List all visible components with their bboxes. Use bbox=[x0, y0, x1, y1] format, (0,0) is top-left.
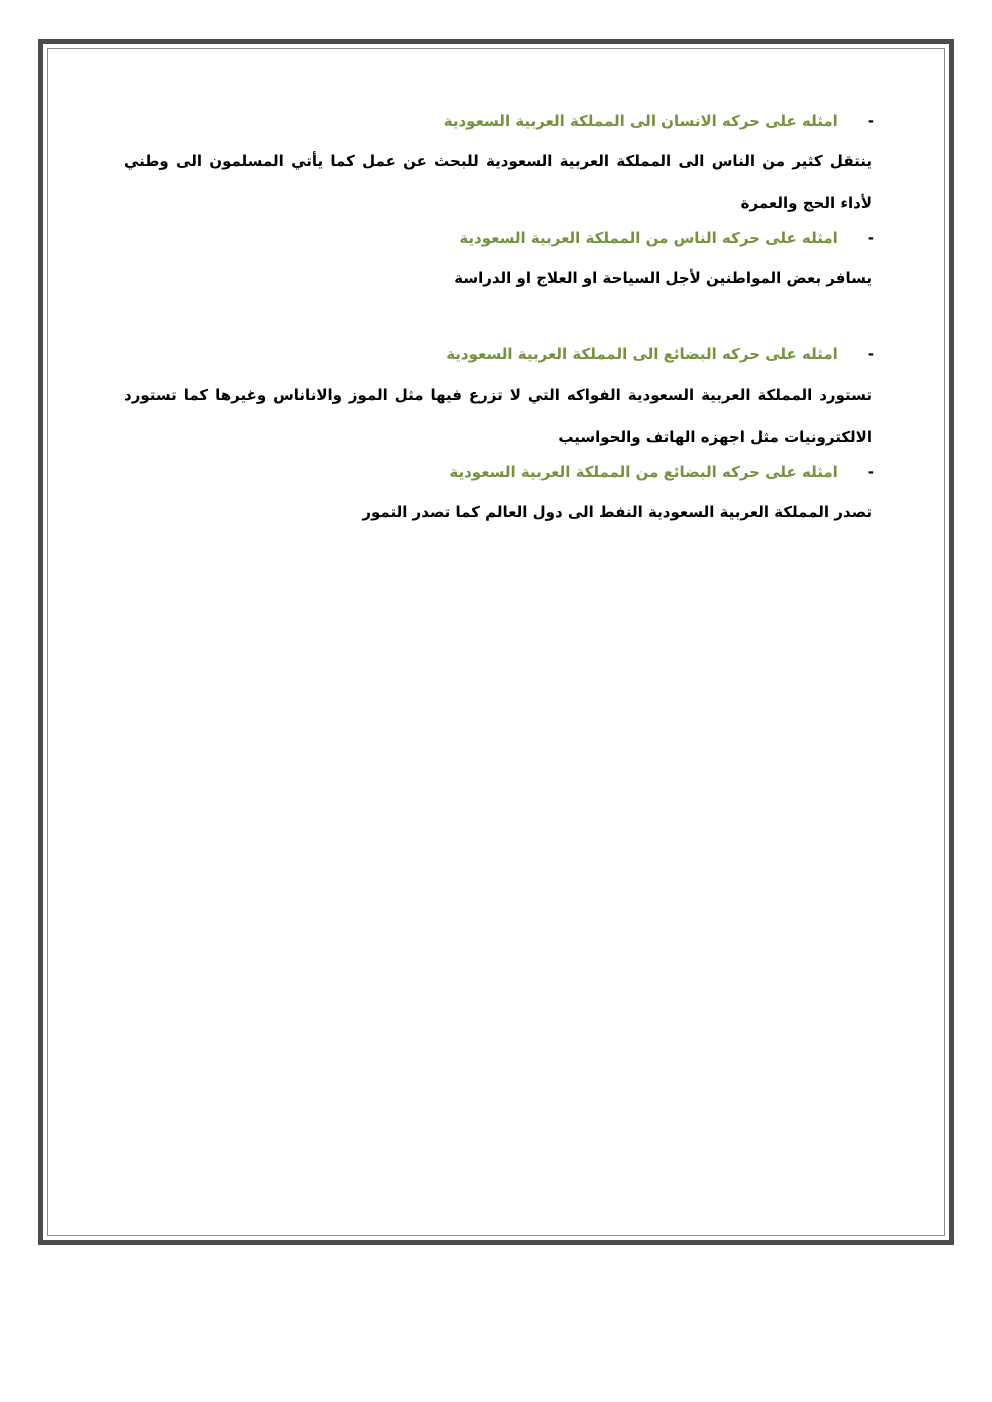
bullet-dash: - bbox=[867, 345, 874, 363]
section-heading-2 bbox=[120, 223, 878, 253]
bullet-dash: - bbox=[867, 112, 874, 130]
section-text-4: تصدر المملكة العربية السعودية النفط الى دول العالم كما تصدر التمور bbox=[362, 503, 872, 521]
section-text-1: ينتقل كثير من الناس الى المملكة العربية السعودية للبحث عن عمل كما يأتي المسلمون الى وطني لأداء الحج والعمرة bbox=[124, 152, 872, 212]
section-heading-3 bbox=[120, 339, 878, 369]
heading-text: امثله على حركه الانسان الى المملكة العربية السعودية bbox=[443, 112, 838, 130]
heading-text: امثله على حركه البضائع من المملكة العربية السعودية bbox=[449, 463, 838, 481]
heading-text: امثله على حركه الناس من المملكة العربية السعودية bbox=[459, 229, 838, 247]
bullet-dash: - bbox=[867, 229, 874, 247]
section-text-3: تستورد المملكة العربية السعودية الفواكه التي لا تزرع فيها مثل الموز والاناناس وغيرها كما تستورد الالكترونيات مثل اجهزه الهاتف والحواسيب bbox=[124, 386, 872, 446]
section-heading-4 bbox=[120, 457, 878, 487]
section-heading-1 bbox=[120, 106, 878, 136]
section-text-2: يسافر بعض المواطنين لأجل السياحة او العلاج او الدراسة bbox=[454, 269, 872, 287]
bullet-dash: - bbox=[867, 463, 874, 481]
heading-text: امثله على حركه البضائع الى المملكة العربية السعودية bbox=[446, 345, 838, 363]
